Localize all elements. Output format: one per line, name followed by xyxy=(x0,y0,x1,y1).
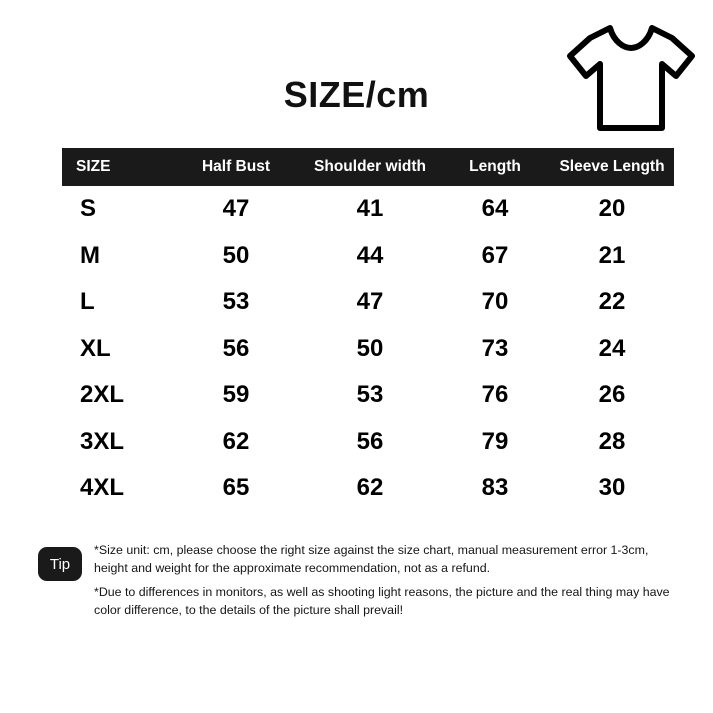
cell-half-bust: 59 xyxy=(222,381,250,409)
tip-text xyxy=(94,541,678,619)
cell-size: M xyxy=(80,241,100,269)
cell-shoulder-width: 53 xyxy=(356,381,384,409)
column-header-shoulder-width: Shoulder width xyxy=(314,158,426,175)
cell-sleeve-length: 20 xyxy=(598,195,626,223)
tip-line-2: *Due to differences in monitors, as well as shooting light reasons, the picture and the real thing may have color difference, to the details of the picture shall prevail! xyxy=(94,585,670,617)
cell-half-bust: 65 xyxy=(222,474,250,502)
cell-half-bust: 50 xyxy=(222,241,250,269)
tip-badge: Tip xyxy=(38,547,82,581)
page-title: SIZE/cm xyxy=(283,74,430,115)
table-row xyxy=(62,465,674,512)
cell-sleeve-length: 30 xyxy=(598,474,626,502)
cell-size: XL xyxy=(80,334,111,362)
cell-shoulder-width: 44 xyxy=(356,241,384,269)
cell-shoulder-width: 47 xyxy=(356,288,384,316)
tip-section xyxy=(38,541,678,625)
cell-sleeve-length: 22 xyxy=(598,288,626,316)
cell-size: L xyxy=(80,288,95,316)
cell-length: 79 xyxy=(481,427,509,455)
cell-half-bust: 56 xyxy=(222,334,250,362)
table-row xyxy=(62,372,674,419)
cell-size: 3XL xyxy=(80,427,125,455)
table-row xyxy=(62,279,674,326)
column-header-half-bust: Half Bust xyxy=(201,158,271,175)
column-header-size: SIZE xyxy=(76,158,111,175)
cell-size: S xyxy=(80,195,97,223)
cell-length: 76 xyxy=(481,381,509,409)
table-header xyxy=(62,148,674,186)
table-row xyxy=(62,186,674,233)
cell-length: 67 xyxy=(481,241,509,269)
cell-sleeve-length: 21 xyxy=(598,241,626,269)
cell-sleeve-length: 26 xyxy=(598,381,626,409)
cell-shoulder-width: 50 xyxy=(356,334,384,362)
table-row xyxy=(62,326,674,373)
table-body xyxy=(62,186,674,512)
cell-sleeve-length: 24 xyxy=(598,334,626,362)
cell-length: 83 xyxy=(481,474,509,502)
cell-half-bust: 47 xyxy=(222,195,250,223)
size-table xyxy=(62,148,674,512)
cell-half-bust: 62 xyxy=(222,427,250,455)
table-row xyxy=(62,233,674,280)
cell-sleeve-length: 28 xyxy=(598,427,626,455)
cell-length: 73 xyxy=(481,334,509,362)
table-row xyxy=(62,419,674,466)
cell-size: 4XL xyxy=(80,474,125,502)
column-header-sleeve-length: Sleeve Length xyxy=(559,158,665,175)
cell-size: 2XL xyxy=(80,381,125,409)
cell-length: 64 xyxy=(481,195,509,223)
cell-shoulder-width: 56 xyxy=(356,427,384,455)
cell-length: 70 xyxy=(481,288,509,316)
cell-half-bust: 53 xyxy=(222,288,250,316)
tip-line-1: *Size unit: cm, please choose the right size against the size chart, manual measurement error 1-3cm, height and weight for the approximate recommendation, not as a refund. xyxy=(94,543,649,575)
table-header-row xyxy=(62,148,674,186)
cell-shoulder-width: 41 xyxy=(356,195,384,223)
column-header-length: Length xyxy=(469,158,521,175)
cell-shoulder-width: 62 xyxy=(356,474,384,502)
